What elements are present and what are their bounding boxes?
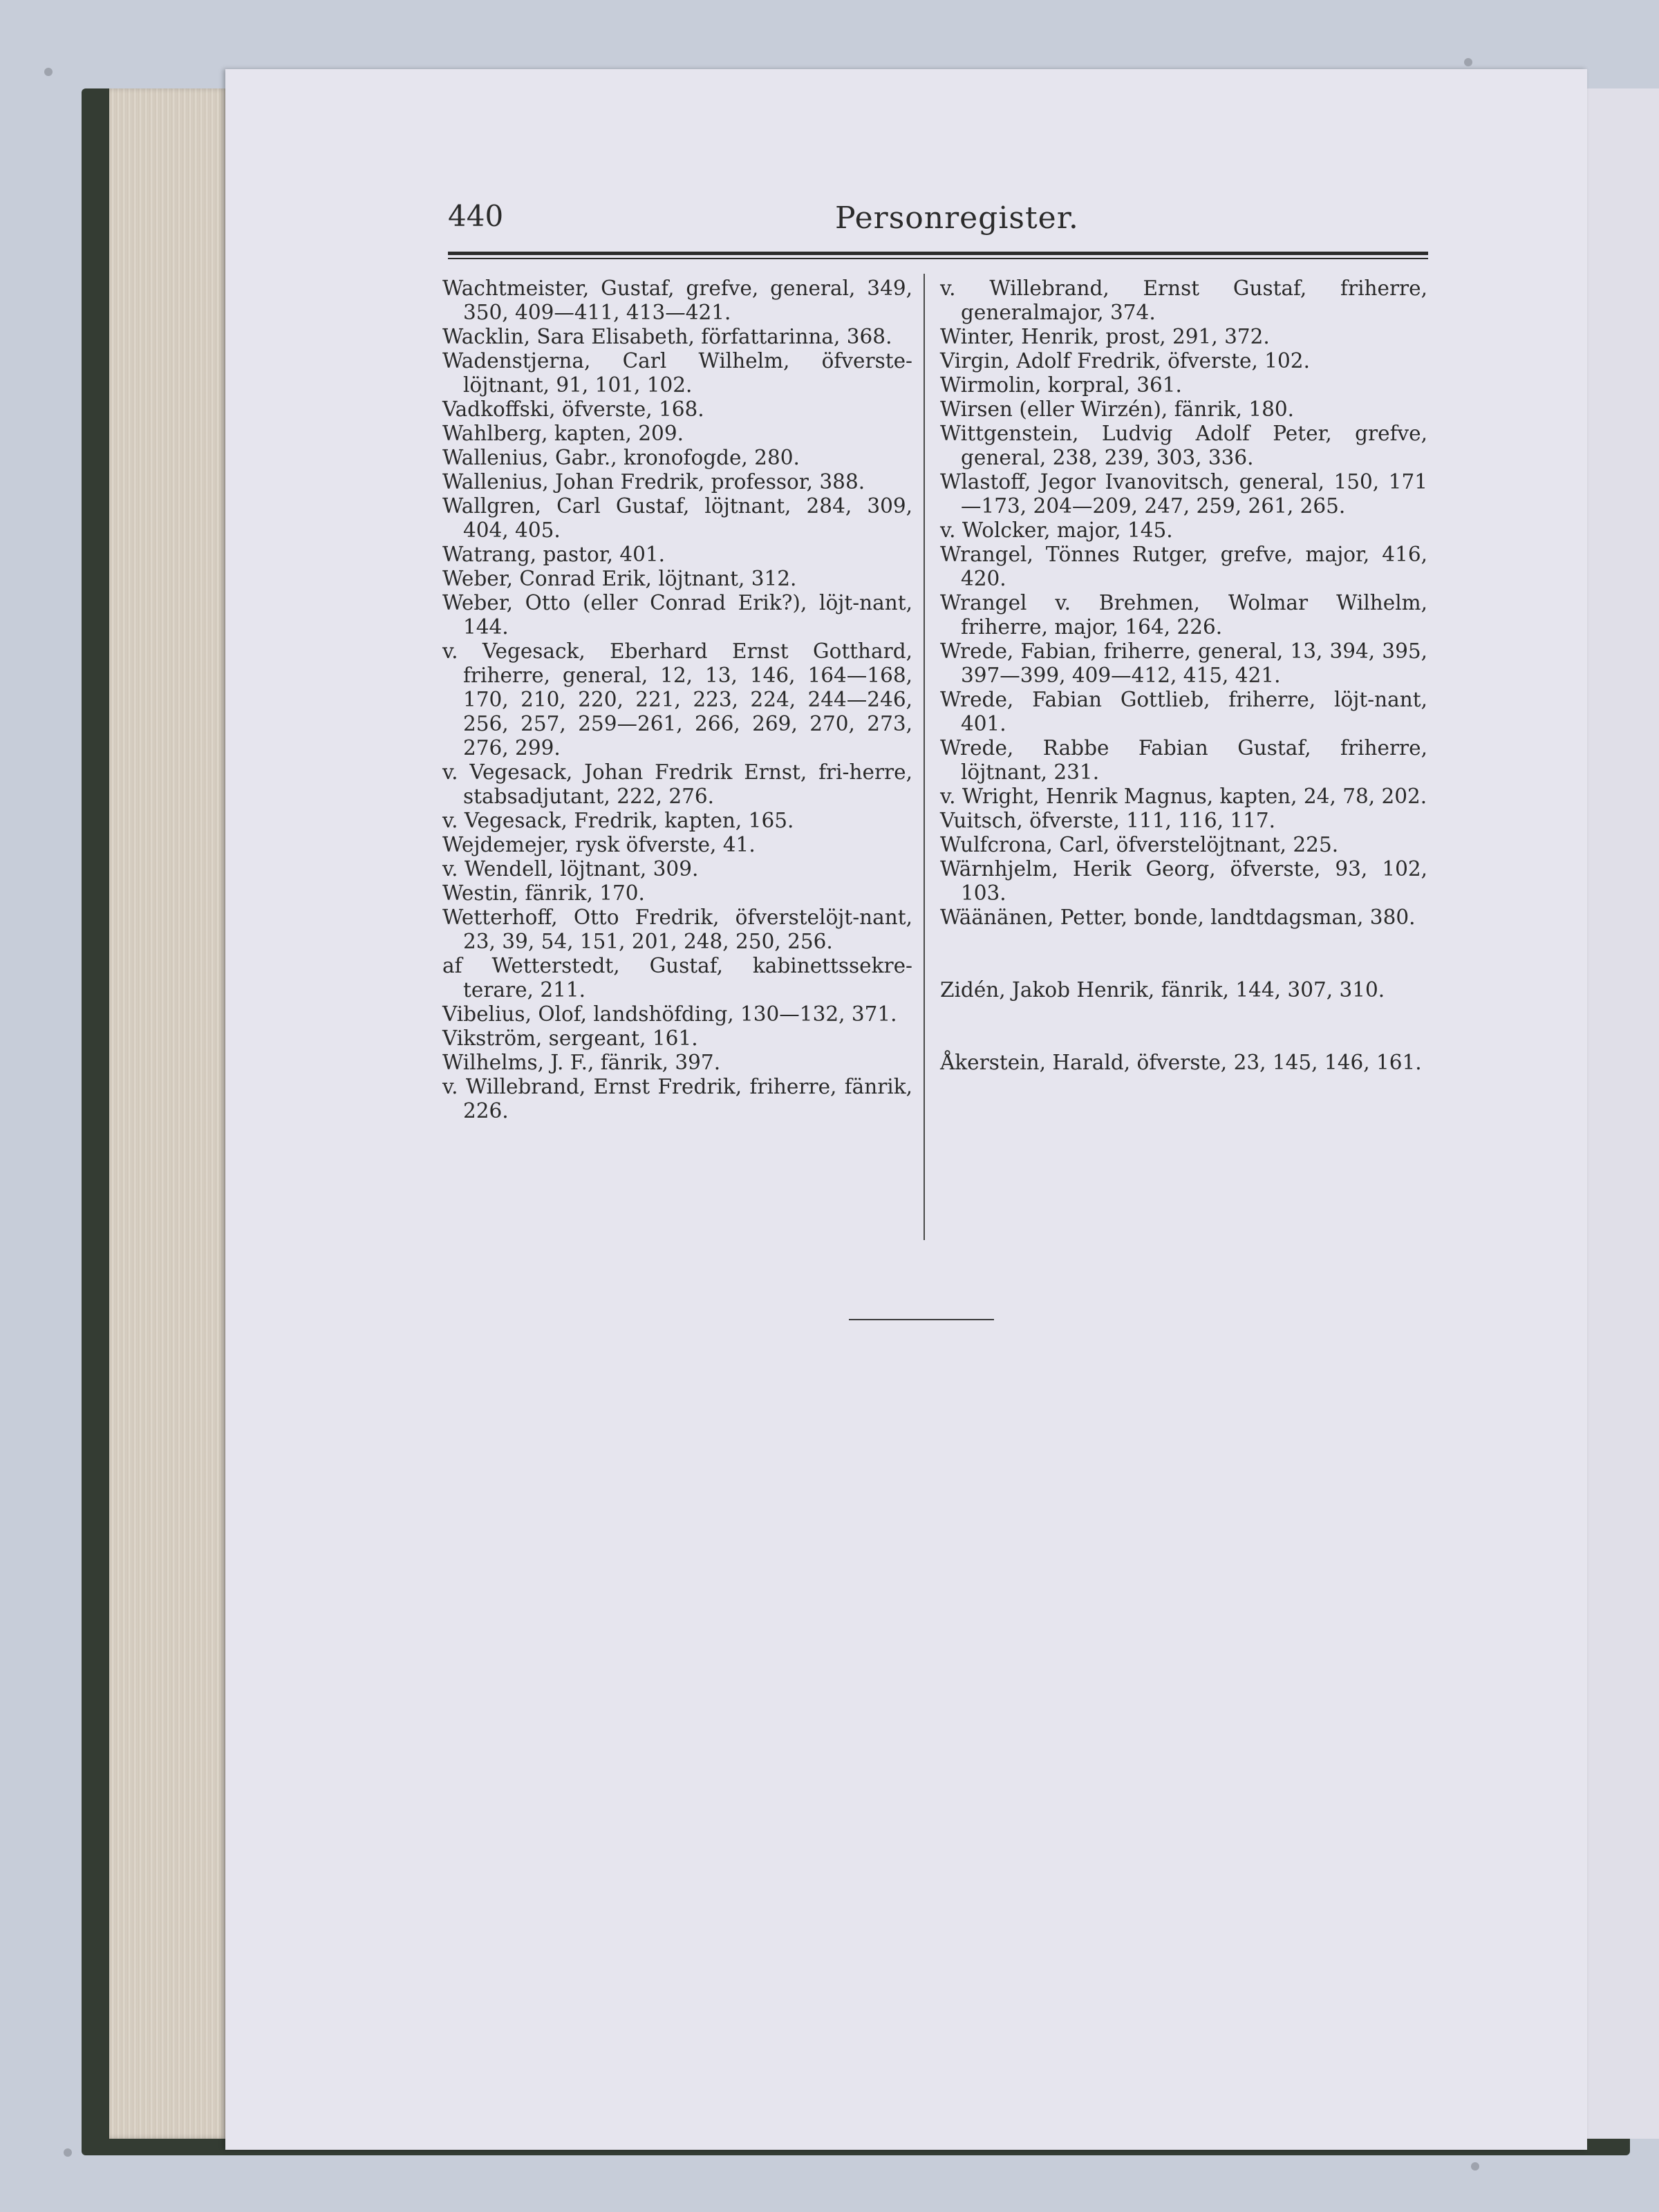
index-entry: Virgin, Adolf Fredrik, öfverste, 102.: [940, 349, 1310, 373]
index-entry: Vuitsch, öfverste, 111, 116, 117.: [940, 809, 1276, 832]
end-rule: [849, 1319, 994, 1320]
header-rule-thin: [448, 258, 1428, 259]
header-rule-thick: [448, 252, 1428, 255]
index-entry: Wärnhjelm, Herik Georg, öfverste, 93, 102, 103.: [940, 857, 1427, 905]
index-entry: Wahlberg, kapten, 209.: [442, 422, 684, 445]
index-entry: v. Vegesack, Johan Fredrik Ernst, fri-herre, stabsadjutant, 222, 276.: [442, 760, 912, 808]
index-entry: v. Vegesack, Fredrik, kapten, 165.: [442, 809, 794, 832]
page-number: 440: [448, 199, 504, 233]
index-entry: Wlastoff, Jegor Ivanovitsch, general, 150, 171—173, 204—209, 247, 259, 261, 265.: [940, 470, 1427, 518]
index-entry: Åkerstein, Harald, öfverste, 23, 145, 146, 161.: [940, 1051, 1422, 1074]
index-entry: Weber, Conrad Erik, löjtnant, 312.: [442, 567, 797, 590]
index-entry: Vadkoffski, öfverste, 168.: [442, 397, 704, 421]
index-entry: Wäänänen, Petter, bonde, landtdagsman, 380.: [940, 906, 1416, 929]
index-entry: v. Vegesack, Eberhard Ernst Gotthard, friherre, general, 12, 13, 146, 164—168, 170, 210, 220, 221, 223, 224, 244—246, 256, 257, 259—261, 266, 269, 270, 273, 276, 299.: [442, 639, 912, 760]
facing-page-edge: [1583, 88, 1659, 2139]
index-entry: Winter, Henrik, prost, 291, 372.: [940, 325, 1270, 348]
index-entry: Wrangel, Tönnes Rutger, grefve, major, 416, 420.: [940, 543, 1427, 590]
index-entry: af Wetterstedt, Gustaf, kabinettssekre-terare, 211.: [442, 954, 912, 1002]
index-entry: Wallgren, Carl Gustaf, löjtnant, 284, 309, 404, 405.: [442, 494, 912, 542]
index-entry: Wittgenstein, Ludvig Adolf Peter, grefve, general, 238, 239, 303, 336.: [940, 422, 1427, 469]
index-entry: Wirmolin, korpral, 361.: [940, 373, 1182, 397]
index-column-right: [940, 276, 1427, 1075]
index-entry: Wulfcrona, Carl, öfverstelöjtnant, 225.: [940, 833, 1339, 856]
index-entry: Wadenstjerna, Carl Wilhelm, öfverste-löjtnant, 91, 101, 102.: [442, 349, 912, 397]
index-entry: Wallenius, Johan Fredrik, professor, 388.: [442, 470, 865, 494]
index-entry: Wrede, Fabian, friherre, general, 13, 394, 395, 397—399, 409—412, 415, 421.: [940, 639, 1427, 687]
index-entry: Wejdemejer, rysk öfverste, 41.: [442, 833, 756, 856]
index-entry: Westin, fänrik, 170.: [442, 881, 645, 905]
index-entry: v. Wolcker, major, 145.: [940, 518, 1173, 542]
index-entry: Wrede, Rabbe Fabian Gustaf, friherre, löjtnant, 231.: [940, 736, 1427, 784]
index-entry: v. Wendell, löjtnant, 309.: [442, 857, 699, 881]
index-entry: Weber, Otto (eller Conrad Erik?), löjt-nant, 144.: [442, 591, 912, 639]
running-header: [448, 195, 1428, 243]
index-entry: v. Willebrand, Ernst Fredrik, friherre, fänrik, 226.: [442, 1075, 912, 1123]
pin-top-right: [1464, 58, 1472, 66]
index-entry: Wetterhoff, Otto Fredrik, öfverstelöjt-nant, 23, 39, 54, 151, 201, 248, 250, 256.: [442, 906, 912, 953]
index-entry: Watrang, pastor, 401.: [442, 543, 666, 566]
page-title: Personregister.: [835, 200, 1079, 236]
pin-bottom-left: [64, 2148, 72, 2157]
index-entry: v. Wright, Henrik Magnus, kapten, 24, 78, 202.: [940, 785, 1427, 808]
column-divider: [924, 274, 925, 1240]
index-entry: Wacklin, Sara Elisabeth, författarinna, 368.: [442, 325, 892, 348]
index-entry: Vibelius, Olof, landshöfding, 130—132, 371.: [442, 1002, 897, 1026]
index-column-left: [442, 276, 912, 1123]
index-entry: Wallenius, Gabr., kronofogde, 280.: [442, 446, 800, 469]
index-entry: Wrede, Fabian Gottlieb, friherre, löjt-nant, 401.: [940, 688, 1427, 735]
pin-bottom-right: [1471, 2162, 1479, 2171]
index-entry: Wachtmeister, Gustaf, grefve, general, 349, 350, 409—411, 413—421.: [442, 276, 912, 324]
index-entry: Vikström, sergeant, 161.: [442, 1027, 698, 1050]
pin-top-left: [44, 68, 53, 76]
index-entry: Zidén, Jakob Henrik, fänrik, 144, 307, 310.: [940, 978, 1385, 1002]
page-edges: [109, 88, 228, 2139]
index-entry: Wilhelms, J. F., fänrik, 397.: [442, 1051, 721, 1074]
index-entry: Wrangel v. Brehmen, Wolmar Wilhelm, friherre, major, 164, 226.: [940, 591, 1427, 639]
index-entry: Wirsen (eller Wirzén), fänrik, 180.: [940, 397, 1295, 421]
index-entry: v. Willebrand, Ernst Gustaf, friherre, generalmajor, 374.: [940, 276, 1427, 324]
